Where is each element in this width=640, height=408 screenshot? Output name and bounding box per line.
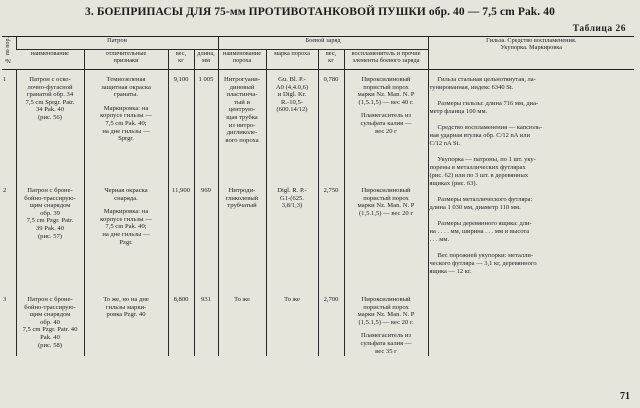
cartridge-weight: 8,800 (168, 290, 194, 356)
table-label: Таблица 26 (572, 24, 626, 34)
charge-weight: 0,780 (318, 70, 344, 185)
header-weight: вес, кг (168, 50, 194, 70)
charge-weight: 2,700 (318, 290, 344, 356)
wooden-box-dimensions: Размеры деревянного ящика: дли- на . . . . мм, ширина . . . мм и высота . . . мм. (429, 220, 532, 243)
cartridge-length: 969 (194, 184, 218, 290)
flash-suppressor: Пламегаситель из сульфата калия — вес 35 г (360, 332, 412, 355)
igniter (344, 70, 428, 185)
case-dimensions: Размеры гильзы: длина 716 мм, диа- метр фланца 100 мм. (429, 100, 539, 115)
powder-name: Нитроди- гликолевый трубчатый (218, 184, 266, 290)
packaging-weight: Вес порожней укупорки: металли- ческого футляра — 3,1 кг, деревянного ящика — 12 кг. (429, 252, 537, 275)
cartridge-weight: 11,900 (168, 184, 194, 290)
ammunition-table (2, 36, 634, 356)
ignition-means: Средство воспламенения — капсюль- ная ударная втулка обр. C/12 nA или C/12 nA St. (429, 124, 543, 147)
header-case-group: Гильза. Средство воспламенения. Укупорка. Маркировка (428, 37, 634, 70)
header-cartridge-group: Патрон (16, 37, 218, 50)
header-igniter: воспламенитель и прочие элементы боевого заряда (344, 50, 428, 70)
features-paint: Черная окраска снаряда. (104, 187, 148, 202)
header-powder-name: наименование пороха (218, 50, 266, 70)
row-number: 3 (3, 296, 7, 303)
features-paint: Темнозеленая защитная окраска гранаты. (101, 76, 151, 99)
cartridge-name: Патрон с оско- лочно-фугасной гранатой обр. 34 7,5 cm Sprgr. Patr. 34 Pak. 40 (рис. 56) (16, 70, 84, 185)
charge-weight: 2,750 (318, 184, 344, 290)
header-powder-mark: марка пороха (266, 50, 318, 70)
igniter (344, 290, 428, 356)
page-title: 3. БОЕПРИПАСЫ ДЛЯ 75-мм ПРОТИВОТАНКОВОЙ ПУШКИ обр. 40 — 7,5 cm Pak. 40 (85, 6, 555, 18)
features-marking: То же, но на дне гильзы марки- ровка Pzgr. 40 (103, 296, 149, 319)
flash-suppressor: Пламегаситель из сульфата калия — вес 20 г (360, 112, 412, 135)
metal-container-dimensions: Размеры металлического футляра: длина 1 030 мм, диаметр 110 мм. (429, 196, 533, 211)
header-charge-weight: вес, кг (318, 50, 344, 70)
powder-mark: То же (266, 290, 318, 356)
igniter (344, 184, 428, 290)
features-marking: Маркировка: на корпусе гильзы — 7,5 cm Pak. 40; на дне гильзы — Pzgr. (100, 208, 152, 246)
cartridge-features (84, 184, 168, 290)
powder-mark: Gu. Bl. P.- A0 (4,4.0,6) и Digl. Kr. R.-10,5- (600.14/12) (266, 70, 318, 185)
header-charge-group: Боевой заряд (218, 37, 428, 50)
igniter-powder: Пироксилиновый пористый порох марки Nz. Man. N. P (1,5.1,5) — вес 20 г. (357, 296, 415, 326)
table-row (2, 70, 634, 185)
row-number: 1 (3, 76, 7, 83)
cartridge-features (84, 70, 168, 185)
cartridge-length: 1 005 (194, 70, 218, 185)
cartridge-name: Патрон с броне- бойно-трассирую- щим снарядом обр. 39 7,5 cm Pzgr. Patr. 39 Pak. 40 (рис. 57) (16, 184, 84, 290)
cartridge-name: Патрон с броне- бойно-трассирую- щим снарядом обр. 40 7,5 cm Pzgr. Patr. 40 Pak. 40 (рис. 58) (16, 290, 84, 356)
row-number: 2 (3, 187, 7, 194)
header-number: № по пор. (2, 37, 16, 70)
powder-name: То же (218, 290, 266, 356)
cartridge-length: 931 (194, 290, 218, 356)
powder-name: Нитрогуани- диновый пластинча- тый и центрую- щая трубка из нитро- дигликоле- вого пороха (218, 70, 266, 185)
cartridge-features (84, 290, 168, 356)
cartridge-weight: 9,100 (168, 70, 194, 185)
case-column (428, 70, 634, 357)
igniter-powder: Пироксилиновый пористый порох марки Nz. Man. N. P (1,5.1,5) — вес 20 г (357, 187, 415, 217)
features-marking: Маркировка: на корпусе гильзы — 7,5 cm Pak. 40; на дне гильзы — Sprgr. (100, 104, 152, 143)
powder-mark: Digl. R. P.- G1-(625. 3,8/1,3) (266, 184, 318, 290)
igniter-powder: Пироксилиновый пористый порох марки Nz. Man. N. P (1,5.1,5) — вес 40 г. (357, 76, 415, 106)
page-number: 71 (620, 391, 630, 402)
header-length: длина, мм (194, 50, 218, 70)
header-name: наименование (16, 50, 84, 70)
header-features: отличительные признаки (84, 50, 168, 70)
case-description: Гильза стальная цельнотянутая, ла- тунированная, индекс 6340 St. (429, 76, 536, 91)
packaging: Укупорка — патроны, по 1 шт. уку- порены в металлических футлярах (рис. 62) или по 3 шт. в деревянных ящиках (рис. 63). (429, 156, 536, 187)
